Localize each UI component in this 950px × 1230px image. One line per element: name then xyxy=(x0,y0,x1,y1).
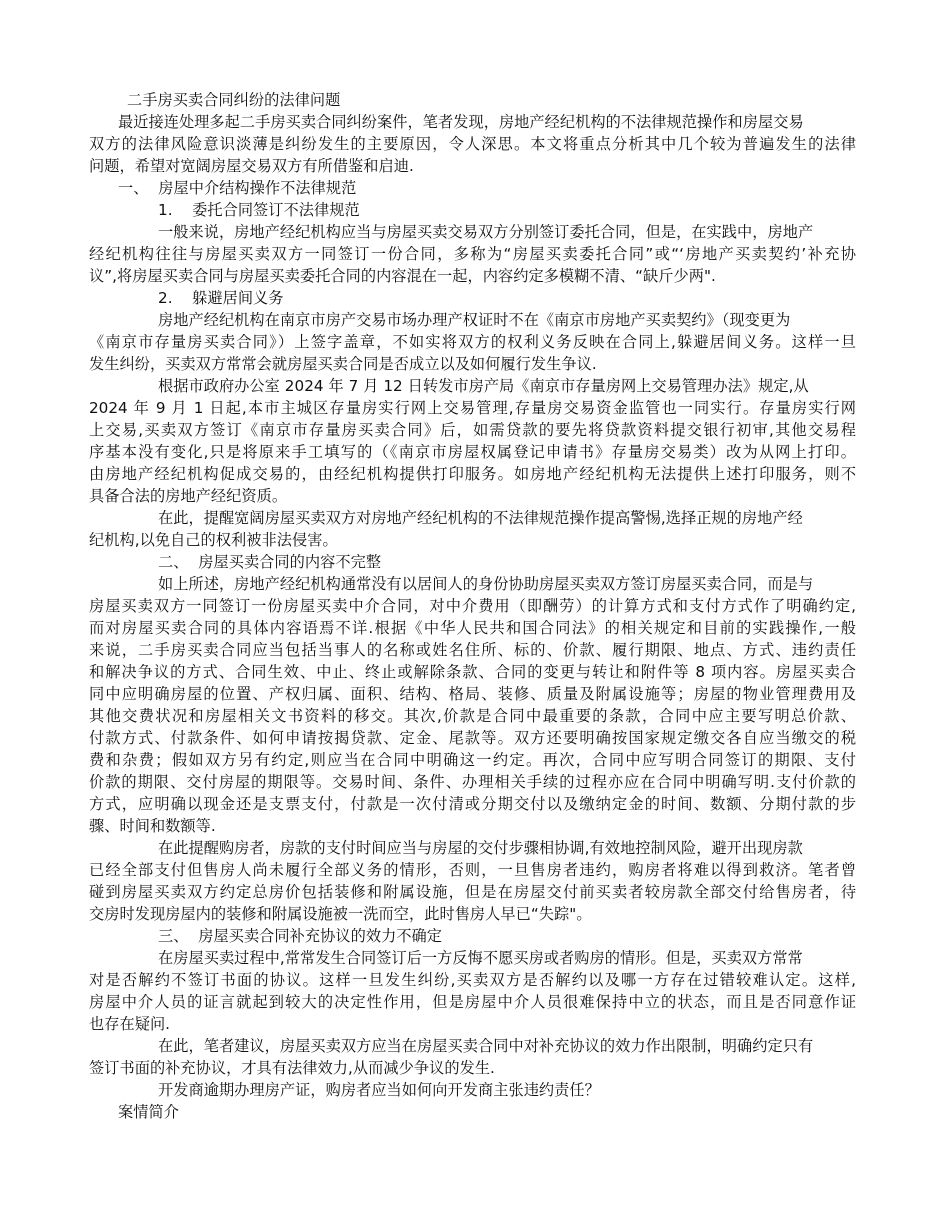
paragraph-line: 议”,将房屋买卖合同与房屋买卖委托合同的内容混在一起，内容约定多模糊不清、“缺斤少两". xyxy=(89,267,716,285)
section-heading: 三、 房屋买卖合同补充协议的效力不确定 xyxy=(158,927,443,945)
paragraph-line: 在房屋买卖过程中,常常发生合同签订后一方反悔不愿买房或者购房的情形。但是，买卖双方常常 xyxy=(158,949,803,967)
paragraph-line: 由房地产经纪机构促成交易的，由经纪机构提供打印服务。如房地产经纪机构无法提供上述打印服务，则不 xyxy=(89,465,856,483)
paragraph-line: 2024 年 9 月 1 日起,本市主城区存量房实行网上交易管理,存量房交易资金监管也一同实行。存量房实行网 xyxy=(89,399,856,417)
paragraph-line: 而对房屋买卖合同的具体内容语焉不详.根据《中华人民共和国合同法》的相关规定和目前的实践操作,一般 xyxy=(89,619,856,637)
paragraph-line: 在此，提醒宽阔房屋买卖双方对房地产经纪机构的不法律规范操作提高警惕,选择正规的房地产经 xyxy=(158,509,803,527)
paragraph-line: 也存在疑问. xyxy=(89,1015,171,1033)
paragraph-line: 经纪机构往往与房屋买卖双方一同签订一份合同，多称为“房屋买卖委托合同”或“‘房地产买卖契约’补充协 xyxy=(89,245,856,263)
question-heading: 开发商逾期办理房产证，购房者应当如何向开发商主张违约责任？ xyxy=(158,1081,600,1099)
paragraph-line: 方式，应明确以现金还是支票支付，付款是一次付清或分期交付以及缴纳定金的时间、数额、分期付款的步 xyxy=(89,795,856,813)
paragraph-line: 序基本没有变化,只是将原来手工填写的（《南京市房屋权属登记申请书》存量房交易类）改为从网上打印。 xyxy=(89,443,856,461)
paragraph-line: 付款方式、付款条件、如何申请按揭贷款、定金、尾款等。双方还要明确按国家规定缴交各自应当缴交的税 xyxy=(89,729,856,747)
paragraph-line: 对是否解约不签订书面的协议。这样一旦发生纠纷,买卖双方是否解约以及哪一方存在过错较难认定。这样, xyxy=(89,971,856,989)
paragraph-line: 《南京市存量房买卖合同》）上签字盖章，不如实将双方的权利义务反映在合同上,躲避居间义务。这样一旦 xyxy=(89,333,856,351)
paragraph-line: 签订书面的补充协议，才具有法律效力,从而减少争议的发生. xyxy=(89,1059,495,1077)
section-heading: 二、 房屋买卖合同的内容不完整 xyxy=(158,553,382,571)
paragraph-line: 问题，希望对宽阔房屋交易双方有所借鉴和启迪. xyxy=(89,157,414,175)
paragraph-line: 碰到房屋买卖双方约定总房价包括装修和附属设施，但是在房屋交付前买卖者较房款全部交付给售房者，待 xyxy=(89,883,856,901)
paragraph-line: 同中应明确房屋的位置、产权归属、面积、结构、格局、装修、质量及附属设施等；房屋的物业管理费用及 xyxy=(89,685,856,703)
paragraph-line: 价款的期限、交付房屋的期限等。交易时间、条件、办理相关手续的过程亦应在合同中明确写明.支付价款的 xyxy=(89,773,856,791)
paragraph-line: 来说，二手房买卖合同应当包括当事人的名称或姓名住所、标的、价款、履行期限、地点、方式、违约责任 xyxy=(89,641,856,659)
subsection-heading: 2. 躲避居间义务 xyxy=(158,289,284,307)
paragraph-line: 在此，笔者建议，房屋买卖双方应当在房屋买卖合同中对补充协议的效力作出限制，明确约定只有 xyxy=(158,1037,814,1055)
paragraph-line: 发生纠纷，买卖双方常常会就房屋买卖合同是否成立以及如何履行发生争议. xyxy=(89,355,597,373)
paragraph-line: 根据市政府办公室 2024 年 7 月 12 日转发市房产局《南京市存量房网上交易管理办法》规定,从 xyxy=(158,377,809,395)
paragraph-line: 最近接连处理多起二手房买卖合同纠纷案件，笔者发现，房地产经纪机构的不法律规范操作和房屋交易 xyxy=(118,113,804,131)
section-heading: 一、 房屋中介结构操作不法律规范 xyxy=(118,179,357,197)
paragraph-line: 房地产经纪机构在南京市房产交易市场办理产权证时不在《南京市房地产买卖契约》（现变更为 xyxy=(158,311,791,329)
paragraph-line: 双方的法律风险意识淡薄是纠纷发生的主要原因，令人深思。本文将重点分析其中几个较为普遍发生的法律 xyxy=(89,135,856,153)
paragraph-line: 上交易,买卖双方签订《南京市存量房买卖合同》后，如需贷款的要先将贷款资料提交银行初审,其他交易程 xyxy=(89,421,856,439)
paragraph-line: 费和杂费；假如双方另有约定,则应当在合同中明确这一约定。再次，合同中应写明合同签订的期限、支付 xyxy=(89,751,856,769)
paragraph-line: 具备合法的房地产经纪资质。 xyxy=(89,487,288,505)
paragraph-line: 和解决争议的方式、合同生效、中止、终止或解除条款、合同的变更与转让和附件等 8 项内容。房屋买卖合 xyxy=(89,663,856,681)
paragraph-line: 交房时发现房屋内的装修和附属设施被一洗而空，此时售房人早已“失踪"。 xyxy=(89,905,592,923)
document-title: 二手房买卖合同纠纷的法律问题 xyxy=(127,91,341,109)
paragraph-line: 房屋中介人员的证言就起到较大的决定性作用，但是房屋中介人员很难保持中立的状态，而且是否同意作证 xyxy=(89,993,856,1011)
paragraph-line: 房屋买卖双方一同签订一份房屋买卖中介合同，对中介费用（即酬劳）的计算方式和支付方式作了明确约定, xyxy=(89,597,856,615)
paragraph-line: 纪机构,以免自己的权利被非法侵害。 xyxy=(89,531,338,549)
paragraph-line: 已经全部支付但售房人尚未履行全部义务的情形，否则，一旦售房者违约，购房者将难以得到救济。笔者曾 xyxy=(89,861,856,879)
paragraph-line: 如上所述，房地产经纪机构通常没有以居间人的身份协助房屋买卖双方签订房屋买卖合同，而是与 xyxy=(158,575,814,593)
paragraph-line: 在此提醒购房者，房款的支付时间应当与房屋的交付步骤相协调,有效地控制风险，避开出现房款 xyxy=(158,839,803,857)
paragraph-line: 一般来说，房地产经纪机构应当与房屋买卖交易双方分别签订委托合同，但是，在实践中，房地产 xyxy=(158,223,814,241)
case-heading: 案情简介 xyxy=(118,1103,179,1121)
subsection-heading: 1. 委托合同签订不法律规范 xyxy=(158,201,360,219)
paragraph-line: 骤、时间和数额等. xyxy=(89,817,216,835)
paragraph-line: 其他交费状况和房屋相关文书资料的移交。其次,价款是合同中最重要的条款，合同中应主要写明总价款、 xyxy=(89,707,856,725)
